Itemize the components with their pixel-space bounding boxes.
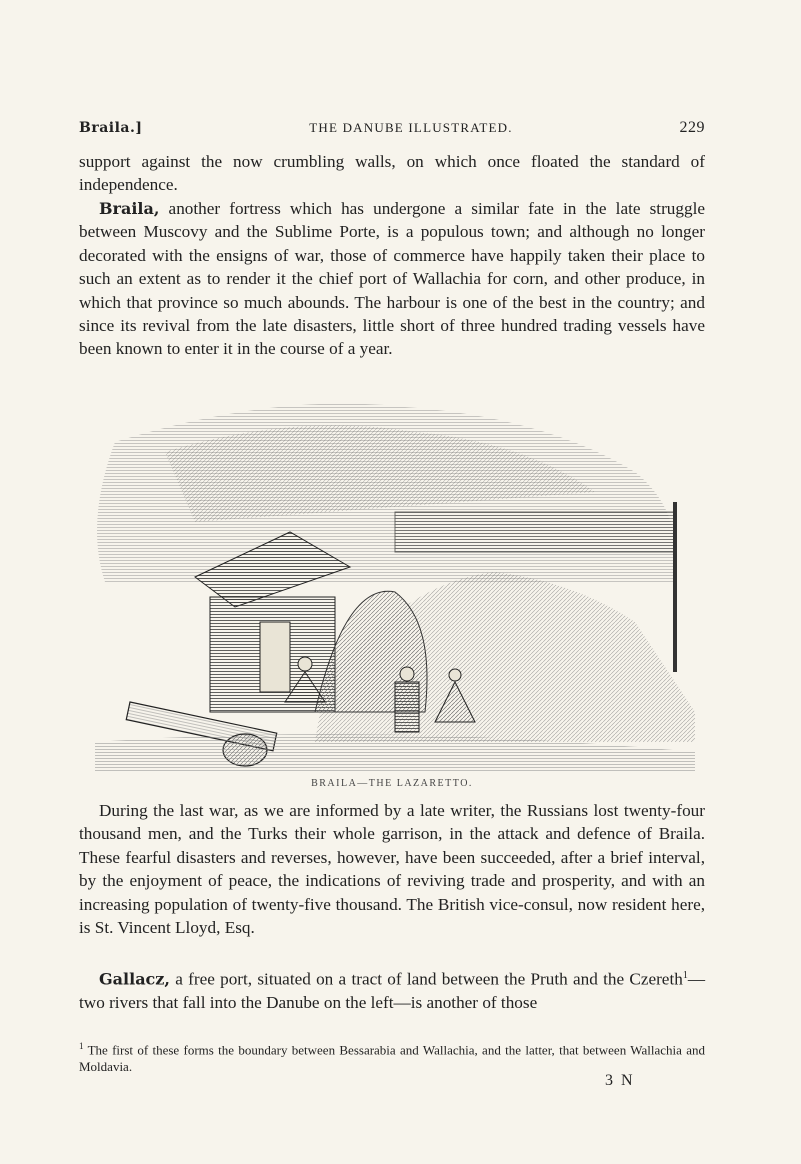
footnote-mark: 1 bbox=[79, 1041, 84, 1051]
gallacz-body-a: a free port, situated on a tract of land between the Pruth and the Czereth bbox=[169, 969, 683, 989]
signature-mark: 3 N bbox=[605, 1072, 635, 1089]
paragraph-continuation: support against the now crumbling walls, on which once floated the standard of independence. bbox=[79, 152, 705, 195]
footnote-text: The first of these forms the boundary between Bessarabia and Wallachia, and the latter, that between Wallachia and Moldavia. bbox=[79, 1042, 705, 1075]
braila-body: another fortress which has undergone a similar fate in the late struggle between Muscovy and the Sublime Porte, is a populous town; and although no longer decorated with the ensigns of war, those of commerce have happily taken their place to such an extent as to render it the chief port of Wallachia for corn, and other produce, in which that province so much abounds. The harbour is one of the best in the country; and since its revival from the late disasters, little short of three hundred trading vessels have been known to enter it in the course of a year. bbox=[79, 199, 705, 359]
footnote bbox=[79, 1038, 705, 1075]
running-head-left: Braila.] bbox=[79, 120, 143, 136]
illustration-caption: BRAILA—THE LAZARETTO. bbox=[311, 778, 473, 789]
footnote-reference: 1 bbox=[682, 970, 688, 981]
gallacz-heading: Gallacz, bbox=[99, 969, 170, 989]
page-number: 229 bbox=[679, 119, 705, 136]
running-header bbox=[79, 119, 705, 137]
lazaretto-illustration bbox=[75, 382, 707, 772]
paragraph-braila bbox=[79, 197, 705, 361]
gallacz-body-b: — two rivers that fall into the Danube on the left—is another of those bbox=[79, 969, 705, 1013]
braila-heading: Braila, bbox=[99, 199, 160, 218]
running-title: THE DANUBE ILLUSTRATED. bbox=[309, 120, 513, 135]
paragraph-war: During the last war, as we are informed by a late writer, the Russians lost twenty-four thousand men, and the Turks their whole garrison, in the attack and defence of Braila. These fearful disasters and reverses, however, have been succeeded, after a brief interval, by the enjoyment of peace, the indications of reviving trade and prosperity, and with an increasing population of twenty-five thousand. The British vice-consul, now resident here, is St. Vincent Lloyd, Esq. bbox=[79, 801, 705, 938]
paragraph-gallacz bbox=[79, 964, 705, 1015]
